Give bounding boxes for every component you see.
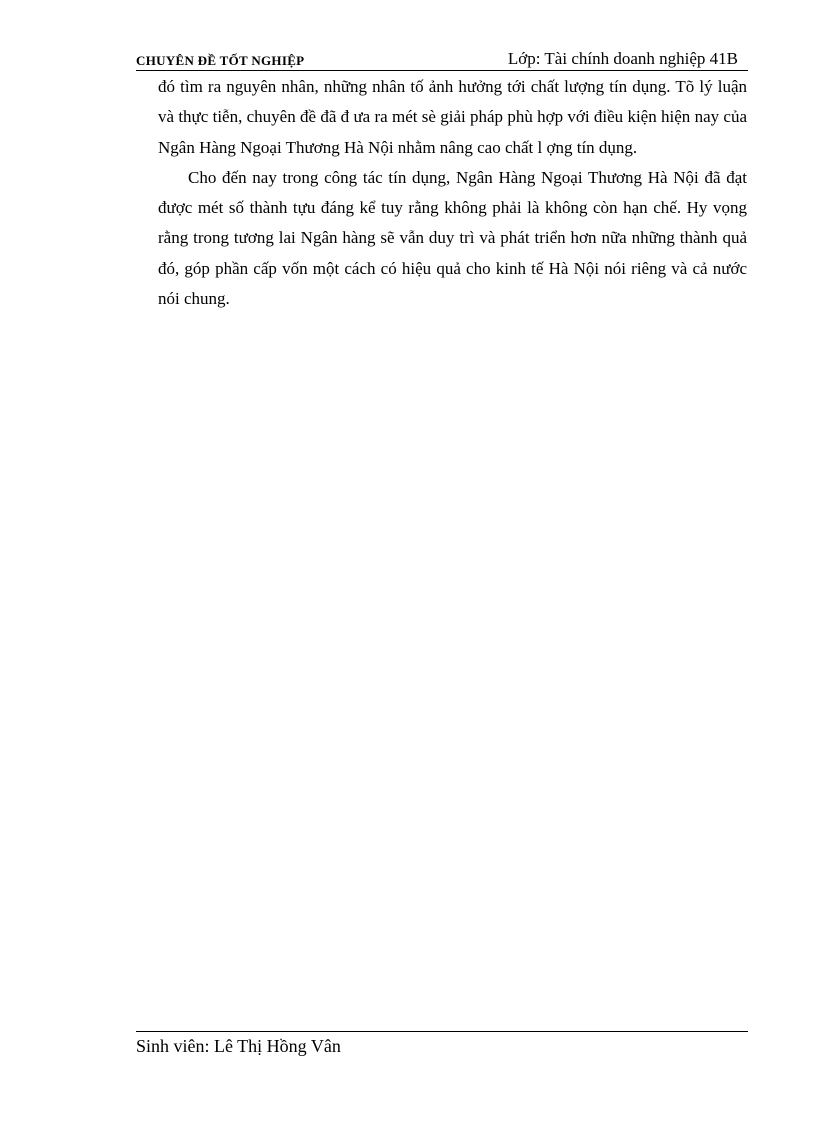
paragraph-continuation: đó tìm ra nguyên nhân, những nhân tố ảnh hưởng tới chất lượng tín dụng. Tõ lý luận và thực tiễn, chuyên đề đã đ ưa ra mét sè giải pháp phù hợp với điều kiện hiện nay của Ngân Hàng Ngoại Thương Hà Nội nhằm nâng cao chất l ợng tín dụng. [158, 77, 747, 157]
footer-divider [136, 1031, 748, 1032]
paragraph-conclusion: Cho đến nay trong công tác tín dụng, Ngân Hàng Ngoại Thương Hà Nội đã đạt được mét số thành tựu đáng kể tuy rằng không phải là không còn hạn chế. Hy vọng rằng trong tương lai Ngân hàng sẽ vẫn duy trì và phát triển hơn nữa những thành quả đó, góp phần cấp vốn một cách có hiệu quả cho kinh tế Hà Nội nói riêng và cả nước nói chung. [158, 167, 747, 309]
document-body [158, 72, 747, 314]
header-title: CHUYÊN ĐỀ TỐT NGHIỆP [136, 53, 305, 68]
header-class: Lớp: Tài chính doanh nghiệp 41B [507, 49, 738, 68]
page-header [136, 50, 748, 71]
footer-student: Sinh viên: Lê Thị Hồng Vân [136, 1036, 341, 1056]
